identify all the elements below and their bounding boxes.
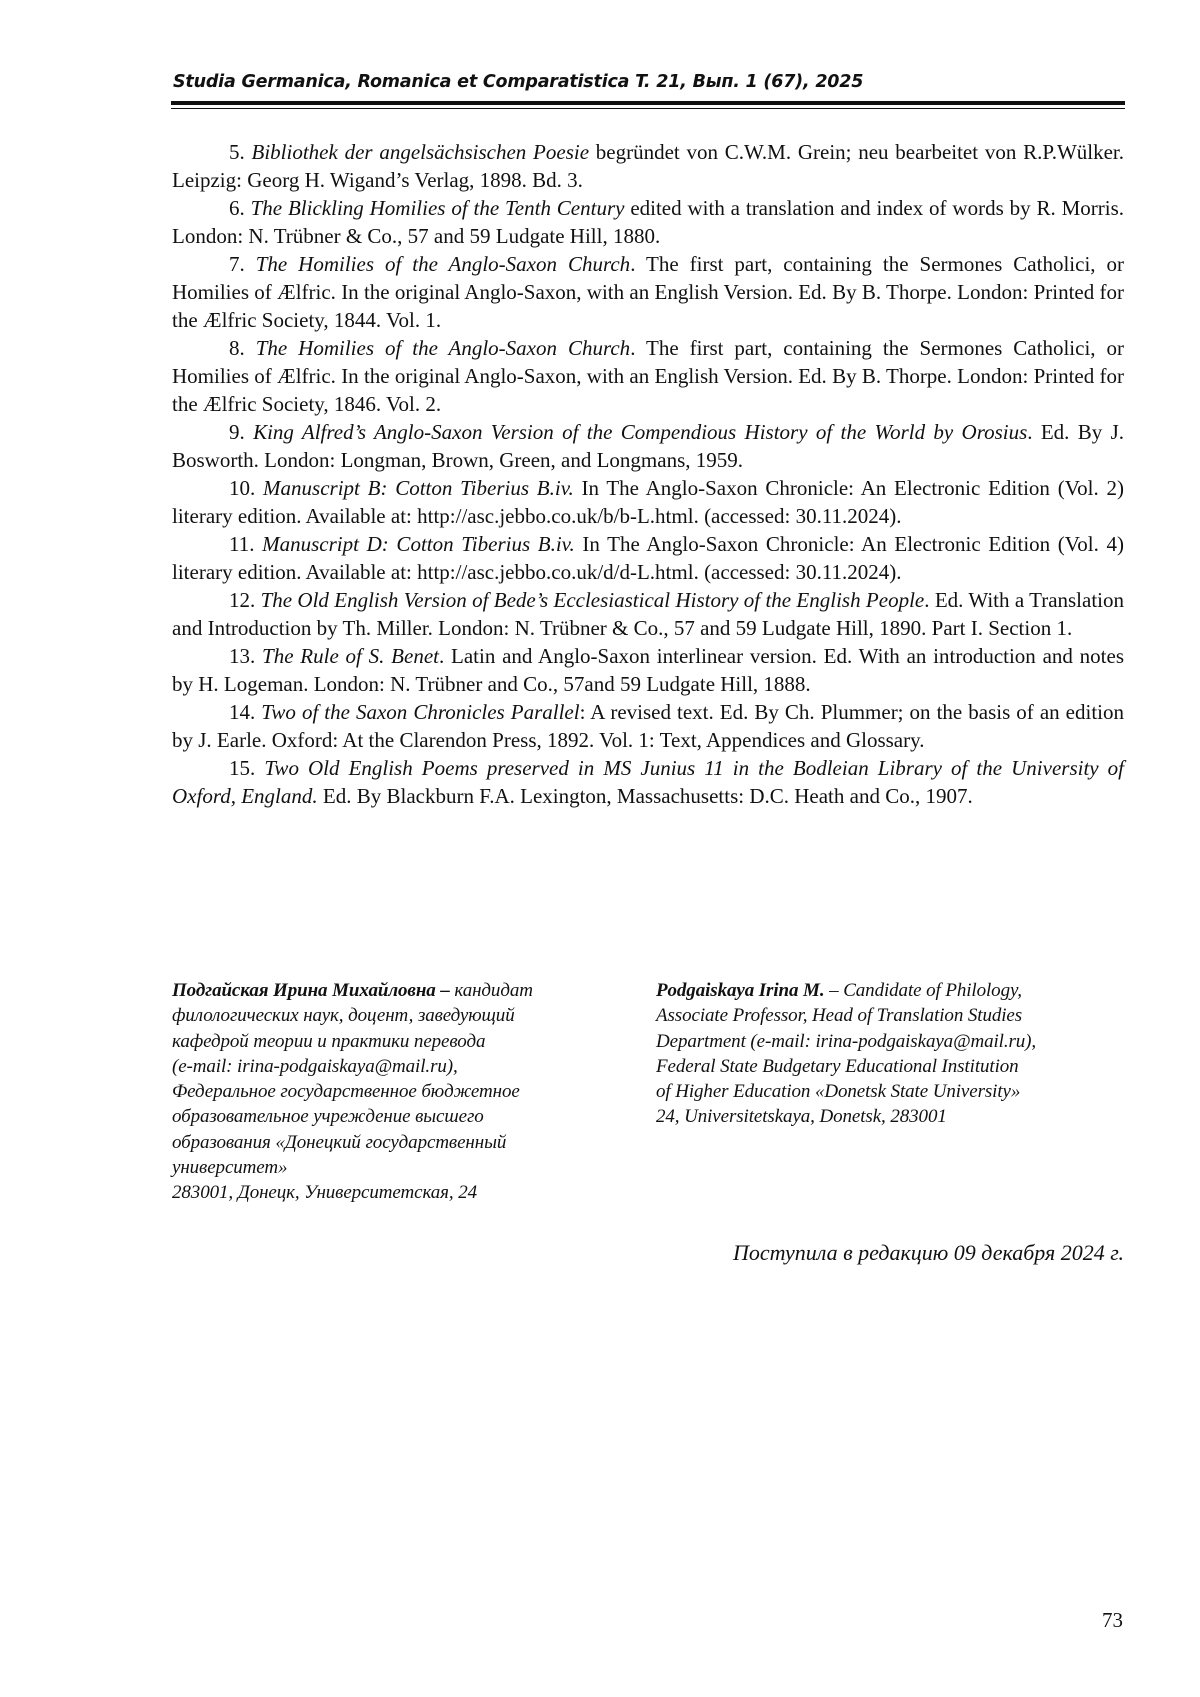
reference-item	[172, 418, 1124, 474]
header-rule-thin	[171, 108, 1125, 109]
reference-details: . Ed. By J. Bosworth. London: Longman, Brown, Green, and Longmans, 1959.	[172, 420, 1125, 472]
author-line: филологических наук, доцент, заведующий	[172, 1005, 515, 1027]
author-line: Federal State Budgetary Educational Institution	[656, 1055, 1019, 1077]
reference-number: 15.	[229, 756, 256, 780]
reference-title: The Homilies of the Anglo-Saxon Church	[255, 252, 631, 276]
reference-number: 7.	[229, 252, 245, 276]
author-line: 283001, Донецк, Университетская, 24	[172, 1182, 477, 1204]
header-rule-thick	[171, 101, 1125, 105]
reference-details: In The Anglo-Saxon Chronicle: An Electronic Edition (Vol. 2) literary edition. Available at: http://asc.jebbo.co.uk/b/b-L.html. (accessed: 30.11.2024).	[172, 476, 1124, 528]
reference-item	[172, 250, 1124, 334]
author-line: Associate Professor, Head of Translation Studies	[656, 1005, 1023, 1027]
reference-details: In The Anglo-Saxon Chronicle: An Electronic Edition (Vol. 4) literary edition. Available at: http://asc.jebbo.co.uk/d/d-L.html. (accessed: 30.11.2024).	[172, 532, 1124, 584]
reference-number: 9.	[229, 420, 245, 444]
author-name: Podgaiskaya Irina M.	[656, 980, 825, 1001]
author-line: образования «Донецкий государственный	[172, 1131, 507, 1153]
reference-number: 13.	[229, 644, 256, 668]
reference-number: 10.	[229, 476, 256, 500]
reference-details: . Latin and Anglo-Saxon interlinear version. Ed. With an introduction and notes by H. Logeman. London: N. Trübner and Co., 57and 59 Ludgate Hill, 1888.	[172, 644, 1124, 696]
author-line: of Higher Education «Donetsk State University»	[656, 1081, 1021, 1103]
reference-details: . The first part, containing the Sermones Catholici, or Homilies of Ælfric. In the original Anglo-Saxon, with an English Version. Ed. By B. Thorpe. London: Printed for the Ælfric Society, 1844. Vol. 1.	[172, 252, 1124, 332]
reference-item	[172, 698, 1124, 754]
author-line: Department (e-mail: irina-podgaiskaya@mail.ru),	[656, 1030, 1037, 1052]
reference-details: edited with a translation and index of words by R. Morris. London: N. Trübner & Co., 57 and 59 Ludgate Hill, 1880.	[172, 196, 1124, 248]
author-line: Podgaiskaya Irina M. – Candidate of Philology,	[656, 980, 1022, 1001]
page-number: 73	[1102, 1608, 1123, 1632]
reference-item	[172, 642, 1124, 698]
reference-number: 5.	[229, 140, 245, 164]
reference-details: Ed. By Blackburn F.A. Lexington, Massachusetts: D.C. Heath and Co., 1907.	[317, 784, 973, 808]
reference-number: 8.	[229, 336, 245, 360]
author-name: Подгайская Ирина Михайловна –	[172, 980, 450, 1001]
reference-details: begründet von C.W.M. Grein; neu bearbeitet von R.P.Wülker. Leipzig: Georg H. Wigand’s Verlag, 1898. Bd. 3.	[172, 140, 1125, 192]
reference-title: Two Old English Poems preserved in MS Junius 11 in the Bodleian Library of the University of Oxford, England.	[172, 756, 1124, 808]
reference-number: 12.	[229, 588, 256, 612]
reference-details: : A revised text. Ed. By Ch. Plummer; on the basis of an edition by J. Earle. Oxford: At the Clarendon Press, 1892. Vol. 1: Text, Appendices and Glossary.	[172, 700, 1124, 752]
reference-title: Two of the Saxon Chronicles Parallel	[261, 700, 580, 724]
reference-title: The Homilies of the Anglo-Saxon Church	[255, 336, 631, 360]
reference-title: Manuscript B: Cotton Tiberius B.iv.	[263, 476, 574, 500]
references-list	[172, 138, 1124, 810]
reference-title: Manuscript D: Cotton Tiberius B.iv.	[262, 532, 575, 556]
author-line: кафедрой теории и практики перевода	[172, 1030, 486, 1052]
reference-title: King Alfred’s Anglo-Saxon Version of the Compendious History of the World by Orosius	[253, 420, 1028, 444]
author-info-russian	[172, 978, 533, 1206]
reference-number: 14.	[229, 700, 256, 724]
reference-title: Bibliothek der angelsächsischen Poesie	[251, 140, 590, 164]
reference-item	[172, 586, 1124, 642]
reference-title: The Old English Version of Bede’s Ecclesiastical History of the English People	[260, 588, 925, 612]
reference-item	[172, 474, 1124, 530]
reference-number: 11.	[229, 532, 255, 556]
reference-item	[172, 530, 1124, 586]
author-line: Федеральное государственное бюджетное	[172, 1081, 520, 1103]
reference-item	[172, 138, 1124, 194]
reference-title: The Rule of S. Benet	[262, 644, 439, 668]
reference-details: . Ed. With a Translation and Introduction by Th. Miller. London: N. Trübner & Co., 57 and 59 Ludgate Hill, 1890. Part I. Section 1.	[172, 588, 1125, 640]
reference-title: The Blickling Homilies of the Tenth Century	[250, 196, 625, 220]
author-line: (e-mail: irina-podgaiskaya@mail.ru),	[172, 1055, 458, 1077]
reference-item	[172, 334, 1124, 418]
reference-number: 6.	[229, 196, 245, 220]
reference-item	[172, 754, 1124, 810]
received-date: Поступила в редакцию 09 декабря 2024 г.	[732, 1240, 1124, 1265]
author-info-english	[656, 978, 1036, 1130]
author-line: образовательное учреждение высшего	[172, 1106, 484, 1128]
reference-item	[172, 194, 1124, 250]
author-line: Подгайская Ирина Михайловна – кандидат	[172, 980, 533, 1001]
reference-details: . The first part, containing the Sermones Catholici, or Homilies of Ælfric. In the original Anglo-Saxon, with an English Version. Ed. By B. Thorpe. London: Printed for the Ælfric Society, 1846. Vol. 2.	[172, 336, 1124, 416]
author-line: 24, Universitetskaya, Donetsk, 283001	[656, 1106, 947, 1128]
author-line: университет»	[172, 1157, 288, 1179]
running-header: Studia Germanica, Romanica et Comparatistica T. 21, Вып. 1 (67), 2025	[173, 72, 864, 92]
